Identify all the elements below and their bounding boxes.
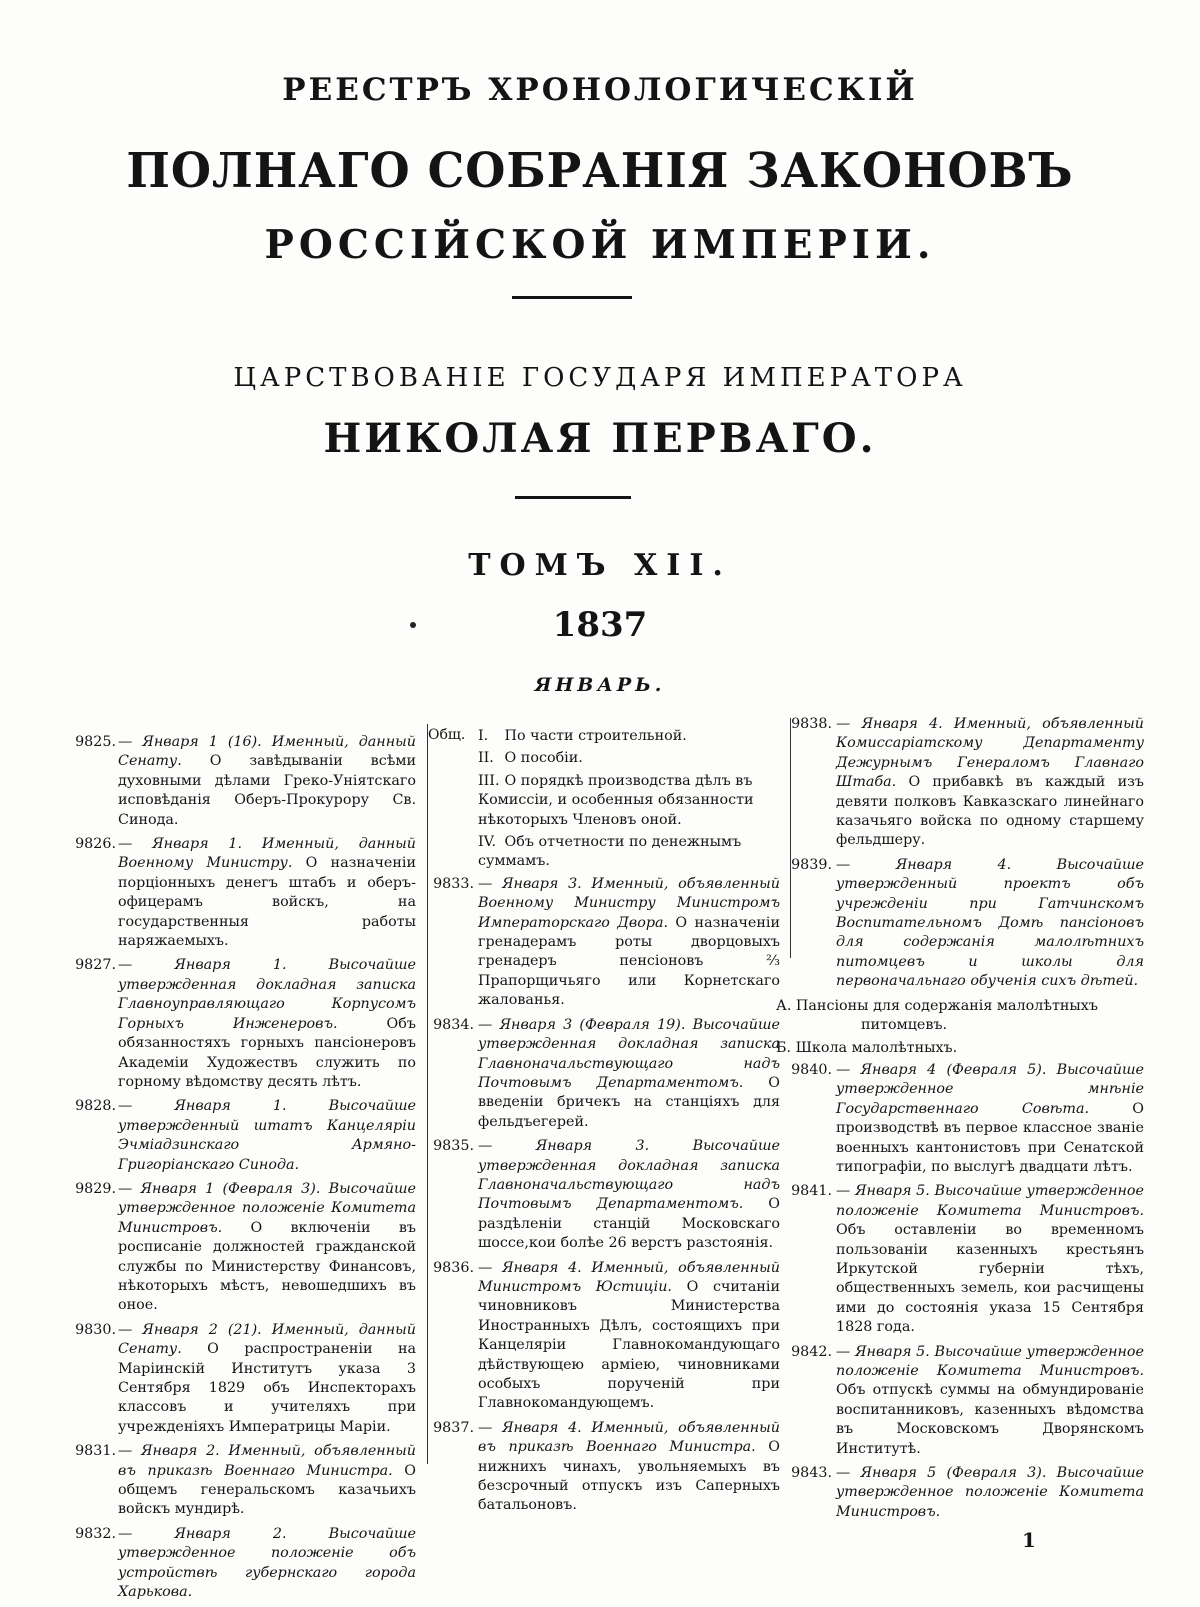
month-title: ЯНВАРЬ. <box>534 674 666 696</box>
law-entry <box>433 1259 780 1414</box>
page-number: 1 <box>1022 1528 1036 1552</box>
subsection-number: III. <box>478 772 500 789</box>
law-entry <box>433 1137 780 1253</box>
entry-heading: — Января 1. Высочайше утвержденный штатъ Канцеляріи Эчміадзинскаго Армяно-Григоріанскаго Синода. <box>118 1098 416 1173</box>
entry-number: 9839. <box>791 856 832 873</box>
law-entry <box>791 1464 1144 1522</box>
entry-text: О раздѣленіи станцій Московскаго шоссе,кои болѣе 26 верстъ разстоянія. <box>478 1196 780 1252</box>
law-entry <box>791 1061 1144 1177</box>
title-empire: РОССІЙСКОЙ ИМПЕРІИ. <box>264 222 936 268</box>
law-entry <box>75 1180 416 1316</box>
subsection-text: Школа малолѣтныхъ. <box>795 1039 958 1056</box>
column-left <box>75 733 416 1607</box>
entry-text: О считаніи чиновниковъ Министерства Иностранныхъ Дѣлъ, состоящихъ при Канцеляріи Главнокомандующаго дѣйствующею арміею, чиновниками особыхъ порученій при Главнокомандующемъ. <box>478 1278 780 1412</box>
subsection-number: II. <box>478 750 494 767</box>
year-title: 1837 <box>552 605 648 645</box>
entry-text: Объ обязанностяхъ горныхъ пансіонеровъ Академіи Художествъ служить по горному вѣдомству десять лѣтъ. <box>118 1015 416 1090</box>
column-right <box>776 715 1144 1527</box>
entry-number: 9829. <box>75 1180 116 1197</box>
divider-rule <box>515 496 631 499</box>
entry-heading: — Января 3. Именный, объявленный Военному Министру Министромъ Императорскаго Двора. <box>478 875 780 931</box>
entry-number: 9827. <box>75 957 116 974</box>
entry-number: 9834. <box>433 1016 474 1033</box>
entry-heading: — Января 4. Именный, объявленный Комиссаріатскому Департаменту Дежурнымъ Генераломъ Главнаго Штаба. <box>836 716 1144 791</box>
subsection <box>478 727 780 746</box>
entry-heading: — Января 2. Именный, объявленный въ приказѣ Военнаго Министра. <box>118 1443 416 1479</box>
subsection-text: По части строительной. <box>504 728 687 744</box>
entry-number: 9843. <box>791 1465 832 1482</box>
entry-number: 9832. <box>75 1525 116 1542</box>
entry-heading: — Января 5 (Февраля 3). Высочайше утвержденное положеніе Комитета Министровъ. <box>836 1465 1144 1520</box>
subsection <box>478 749 780 768</box>
entry-heading: — Января 2 (21). Именный, данный Сенату. <box>118 1321 416 1358</box>
entry-text: О назначеніи гренадерамъ роты дворцовыхъ гренадеръ пенсіоновъ ⅔ Прапорщичьяго или Корнетскаго жалованья. <box>478 914 780 1009</box>
law-entry <box>75 1321 416 1437</box>
entry-heading: — Января 5. Высочайше утвержденное положеніе Комитета Министровъ. <box>836 1183 1144 1219</box>
subsection <box>776 997 1144 1036</box>
entry-text: О включеніи въ росписаніе должностей гражданской службы по Министерству Финансовъ, нѣкоторыхъ мѣстъ, невошедшихъ въ оное. <box>118 1219 416 1314</box>
entry-text: Объ оставленіи во временномъ пользованіи казенныхъ крестьянъ Иркутской губерніи тѣхъ, общественныхъ земель, кои расчищены ими до состоянія указа 15 Сентября 1828 года. <box>836 1222 1144 1336</box>
title-registry: РЕЕСТРЪ ХРОНОЛОГИЧЕСКІЙ <box>282 72 918 108</box>
entry-number: 9840. <box>791 1061 832 1078</box>
subsection-number: I. <box>478 728 489 744</box>
subsection <box>776 1039 1144 1058</box>
subsection-letter: Б. <box>776 1039 792 1056</box>
law-entry <box>791 1343 1144 1459</box>
law-entry <box>433 1419 780 1516</box>
entry-text: О распространеніи на Маріинскій Институтъ указа 3 Сентября 1829 объ Инспекторахъ классовъ и учителяхъ при учрежденіяхъ Императрицы Маріи. <box>118 1341 416 1435</box>
subsection-text: Объ отчетности по денежнымъ суммамъ. <box>478 834 742 870</box>
title-collection: ПОЛНАГО СОБРАНІЯ ЗАКОНОВЪ <box>126 143 1074 199</box>
law-entry <box>75 835 416 951</box>
law-entry <box>75 956 416 1092</box>
law-entry <box>75 1097 416 1175</box>
entry-number: 9835. <box>433 1138 474 1155</box>
entry-number: 9825. <box>75 734 116 750</box>
entry-text: Объ отпускѣ суммы на обмундированіе воспитанниковъ, казенныхъ вѣдомства въ Московскомъ Дворянскомъ Институтѣ. <box>836 1382 1144 1457</box>
entry-heading: — Января 4. Именный, объявленный Министромъ Юстиціи. <box>478 1259 780 1295</box>
entry-text: О назначеніи порціонныхъ денегъ штабъ и оберъ-офицерамъ войскъ, на государственныя работы наряжаемыхъ. <box>118 855 416 950</box>
column-divider <box>427 724 428 1464</box>
law-entry <box>433 1016 780 1132</box>
subsection-text: О пособіи. <box>504 750 583 767</box>
entry-heading: — Января 3 (Февраля 19). Высочайше утвержденная докладная записка Главноначальствующаго надъ Почтовымъ Департаментомъ. <box>478 1016 780 1091</box>
law-entry <box>75 1442 416 1520</box>
title-reign: ЦАРСТВОВАНІЕ ГОСУДАРЯ ИМПЕРАТОРА <box>233 363 967 393</box>
law-entry <box>75 733 416 830</box>
entry-number: 9826. <box>75 836 116 853</box>
law-entry <box>791 715 1144 851</box>
entry-heading: — Января 2. Высочайше утвержденное положеніе объ устройствѣ губернскаго города Харькова. <box>118 1525 416 1601</box>
divider-rule <box>512 296 632 299</box>
volume-title: ТОМЪ XII. <box>468 548 732 583</box>
entry-heading: — Января 1. Высочайше утвержденная докладная записка Главноуправляющаго Корпусомъ Горныхъ Инженеровъ. <box>118 957 416 1032</box>
law-entry <box>791 1182 1144 1337</box>
section-label: Общ. <box>428 727 466 743</box>
column-divider <box>790 718 791 958</box>
entry-heading: — Января 1 (Февраля 3). Высочайше утвержденное положеніе Комитета Министровъ. <box>118 1180 416 1236</box>
law-entry <box>433 875 780 1011</box>
entry-number: 9836. <box>433 1259 474 1276</box>
entry-number: 9828. <box>75 1098 116 1115</box>
entry-heading: — Января 1 (16). Именный, данный Сенату. <box>118 734 416 770</box>
subsection-text: О порядкѣ производства дѣлъ въ Комиссіи, и особенныя обязанности нѣкоторыхъ Членовъ оной. <box>478 772 754 828</box>
entry-text: О завѣдываніи всѣми духовными дѣлами Греко-Уніятскаго исповѣданія Оберъ-Прокурору Св. Синода. <box>118 753 416 828</box>
entry-number: 9830. <box>75 1321 116 1338</box>
entry-text: О производствѣ въ первое классное званіе военныхъ кантонистовъ при Сенатской типографіи, по выслугѣ двадцати лѣтъ. <box>836 1100 1144 1175</box>
entry-text: О общемъ генеральскомъ казачьихъ войскъ мундирѣ. <box>118 1462 416 1518</box>
entry-heading: — Января 4. Именный, объявленный въ приказѣ Военнаго Министра. <box>478 1419 780 1456</box>
title-emperor: НИКОЛАЯ ПЕРВАГО. <box>323 415 877 462</box>
entry-number: 9838. <box>791 716 832 732</box>
subsection-text: Пансіоны для содержанія малолѣтныхъ питомцевъ. <box>795 997 1098 1034</box>
law-entry <box>791 856 1144 992</box>
entry-text: О прибавкѣ въ каждый изъ девяти полковъ Кавказскаго линейнаго казачьяго войска по одному старшему фельдшеру. <box>836 774 1144 849</box>
entry-heading: — Января 4 (Февраля 5). Высочайше утвержденное мнѣніе Государственнаго Совѣта. <box>836 1061 1144 1117</box>
entry-text: О введеніи бричекъ на станціяхъ для фельдъегерей. <box>478 1074 780 1130</box>
subsection-letter: А. <box>776 997 792 1014</box>
entry-number: 9837. <box>433 1419 474 1436</box>
entry-number: 9841. <box>791 1183 832 1200</box>
entry-heading: — Января 4. Высочайше утвержденный проектъ объ учрежденіи при Гатчинскомъ Воспитательномъ Домѣ пансіоновъ для содержанія малолѣтнихъ питомцевъ и школы для первоначальнаго обученія сихъ дѣтей. <box>836 856 1144 990</box>
entry-heading: — Января 3. Высочайше утвержденная докладная записка Главноначальствующаго надъ Почтовымъ Департаментомъ. <box>478 1138 780 1213</box>
subsection <box>478 833 780 872</box>
entry-number: 9833. <box>433 875 474 892</box>
entry-number: 9842. <box>791 1343 832 1360</box>
entry-heading: — Января 1. Именный, данный Военному Министру. <box>118 836 416 872</box>
subsection <box>478 772 780 830</box>
law-entry <box>75 1525 416 1603</box>
entry-number: 9831. <box>75 1443 116 1460</box>
entry-heading: — Января 5. Высочайше утвержденное положеніе Комитета Министровъ. <box>836 1343 1144 1379</box>
subsection-number: IV. <box>478 834 497 851</box>
entry-text: О нижнихъ чинахъ, увольняемыхъ въ безсрочный отпускъ изъ Саперныхъ батальоновъ. <box>478 1439 780 1514</box>
